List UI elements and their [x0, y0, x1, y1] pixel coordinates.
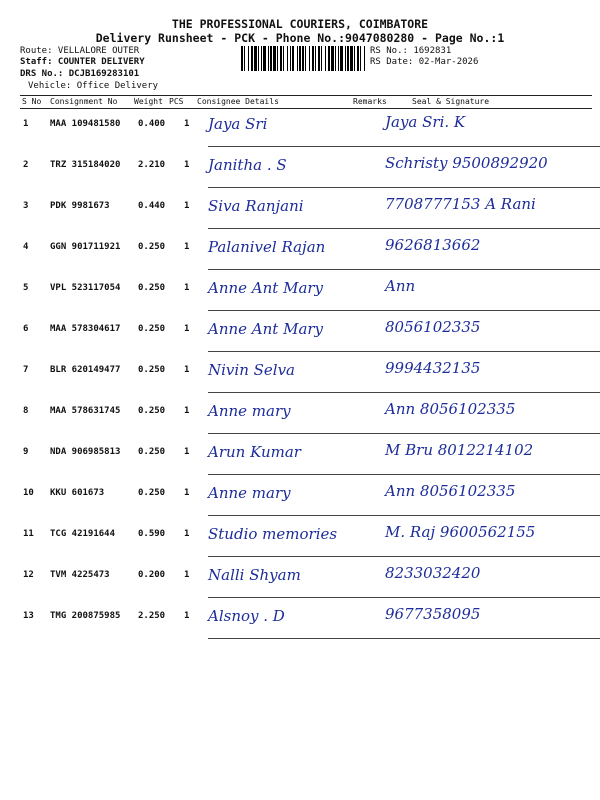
- table-row: [20, 271, 592, 312]
- row-sno: 1: [23, 119, 29, 129]
- barcode-bar: [277, 46, 278, 71]
- row-pcs: 1: [184, 570, 190, 580]
- row-sno: 7: [23, 365, 29, 375]
- signature-handwriting: 8233032420: [385, 564, 481, 582]
- row-pcs: 1: [184, 406, 190, 416]
- row-consignment-no: TMG 200875985: [50, 611, 121, 621]
- barcode-bar: [321, 46, 322, 71]
- row-sno: 9: [23, 447, 29, 457]
- consignee-handwriting: Jaya Sri: [208, 115, 268, 133]
- row-pcs: 1: [184, 365, 190, 375]
- barcode-bar: [328, 46, 330, 71]
- row-consignment-no: PDK 9981673: [50, 201, 110, 211]
- row-consignment-no: NDA 906985813: [50, 447, 121, 457]
- barcode-bar: [299, 46, 301, 71]
- row-weight: 0.250: [138, 242, 166, 252]
- row-separator: [208, 597, 600, 598]
- row-weight: 0.250: [138, 365, 166, 375]
- row-weight: 0.250: [138, 447, 166, 457]
- row-sno: 13: [23, 611, 34, 621]
- row-separator: [208, 187, 600, 188]
- barcode-bar: [297, 46, 298, 71]
- barcode-bar: [268, 46, 269, 71]
- row-pcs: 1: [184, 119, 190, 129]
- vehicle-label: Vehicle: Office Delivery: [28, 81, 159, 91]
- table-row: [20, 476, 592, 517]
- barcode: [241, 46, 365, 71]
- barcode-bar: [241, 46, 243, 71]
- col-pcs: PCS: [169, 97, 184, 106]
- signature-handwriting: 8056102335: [385, 318, 481, 336]
- table-row: [20, 435, 592, 476]
- barcode-bar: [331, 46, 334, 71]
- barcode-bar: [283, 46, 284, 71]
- row-consignment-no: MAA 109481580: [50, 119, 121, 129]
- row-weight: 0.250: [138, 488, 166, 498]
- consignee-handwriting: Siva Ranjani: [208, 197, 304, 215]
- col-seal: Seal & Signature: [412, 97, 490, 106]
- barcode-bar: [244, 46, 245, 71]
- consignee-handwriting: Anne Ant Mary: [208, 279, 324, 297]
- row-sno: 8: [23, 406, 29, 416]
- barcode-bar: [312, 46, 314, 71]
- consignee-handwriting: Alsnoy . D: [208, 607, 285, 625]
- barcode-bar: [325, 46, 326, 71]
- row-pcs: 1: [184, 447, 190, 457]
- row-consignment-no: GGN 901711921: [50, 242, 121, 252]
- signature-handwriting: 9626813662: [385, 236, 481, 254]
- col-remarks: Remarks: [353, 97, 387, 106]
- row-separator: [208, 146, 600, 147]
- barcode-bar: [280, 46, 282, 71]
- row-pcs: 1: [184, 324, 190, 334]
- row-sno: 11: [23, 529, 34, 539]
- signature-handwriting: Ann 8056102335: [385, 482, 516, 500]
- col-sno: S No: [22, 97, 42, 106]
- barcode-bar: [305, 46, 306, 71]
- barcode-bar: [335, 46, 336, 71]
- runsheet-subtitle: Delivery Runsheet - PCK - Phone No.:9047080280 - Page No.:1: [95, 31, 505, 45]
- row-pcs: 1: [184, 611, 190, 621]
- table-row: [20, 394, 592, 435]
- row-consignment-no: BLR 620149477: [50, 365, 121, 375]
- company-title: THE PROFESSIONAL COURIERS, COIMBATORE: [171, 17, 429, 31]
- barcode-bar: [287, 46, 288, 71]
- row-pcs: 1: [184, 488, 190, 498]
- barcode-bar: [354, 46, 355, 71]
- barcode-bar: [357, 46, 359, 71]
- barcode-bar: [345, 46, 346, 71]
- barcode-bar: [254, 46, 257, 71]
- table-row: [20, 353, 592, 394]
- row-separator: [208, 351, 600, 352]
- row-weight: 0.200: [138, 570, 166, 580]
- barcode-bar: [290, 46, 291, 71]
- barcode-bar: [338, 46, 339, 71]
- barcode-bar: [340, 46, 343, 71]
- row-pcs: 1: [184, 283, 190, 293]
- signature-handwriting: 9677358095: [385, 605, 481, 623]
- table-row: [20, 558, 592, 599]
- row-consignment-no: MAA 578304617: [50, 324, 121, 334]
- barcode-bar: [292, 46, 294, 71]
- drs-number: DRS No.: DCJB169283101: [20, 69, 140, 79]
- row-consignment-no: TRZ 315184020: [50, 160, 121, 170]
- row-weight: 0.400: [138, 119, 166, 129]
- row-separator: [208, 474, 600, 475]
- row-sno: 5: [23, 283, 29, 293]
- row-sno: 2: [23, 160, 29, 170]
- row-pcs: 1: [184, 242, 190, 252]
- signature-handwriting: 7708777153 A Rani: [385, 195, 536, 213]
- table-row: [20, 107, 592, 148]
- barcode-bar: [258, 46, 259, 71]
- col-consignee: Consignee Details: [197, 97, 279, 106]
- row-consignment-no: VPL 523117054: [50, 283, 121, 293]
- row-weight: 2.250: [138, 611, 166, 621]
- rs-date: RS Date: 02-Mar-2026: [370, 57, 479, 67]
- barcode-bar: [318, 46, 320, 71]
- consignee-handwriting: Janitha . S: [208, 156, 287, 174]
- barcode-bar: [347, 46, 349, 71]
- consignee-handwriting: Studio memories: [208, 525, 338, 543]
- row-sno: 4: [23, 242, 29, 252]
- barcode-bar: [261, 46, 262, 71]
- table-row: [20, 312, 592, 353]
- row-weight: 0.590: [138, 529, 166, 539]
- consignee-handwriting: Anne mary: [208, 484, 291, 502]
- row-weight: 0.440: [138, 201, 166, 211]
- consignee-handwriting: Arun Kumar: [208, 443, 301, 461]
- row-consignment-no: MAA 578631745: [50, 406, 121, 416]
- row-weight: 0.250: [138, 283, 166, 293]
- table-row: [20, 148, 592, 189]
- row-separator: [208, 433, 600, 434]
- signature-handwriting: Jaya Sri. K: [385, 113, 466, 131]
- barcode-bar: [315, 46, 316, 71]
- barcode-bar: [360, 46, 361, 71]
- row-consignment-no: KKU 601673: [50, 488, 105, 498]
- row-separator: [208, 392, 600, 393]
- signature-handwriting: Ann: [385, 277, 416, 295]
- rs-number: RS No.: 1692831: [370, 46, 452, 56]
- row-sno: 6: [23, 324, 29, 334]
- signature-handwriting: M. Raj 9600562155: [385, 523, 536, 541]
- row-separator: [208, 638, 600, 639]
- barcode-bar: [270, 46, 272, 71]
- row-separator: [208, 515, 600, 516]
- signature-handwriting: Ann 8056102335: [385, 400, 516, 418]
- row-separator: [208, 228, 600, 229]
- consignee-handwriting: Nalli Shyam: [208, 566, 301, 584]
- row-weight: 0.250: [138, 406, 166, 416]
- row-separator: [208, 556, 600, 557]
- row-sno: 10: [23, 488, 34, 498]
- barcode-bar: [263, 46, 266, 71]
- table-row: [20, 599, 592, 640]
- row-separator: [208, 269, 600, 270]
- row-weight: 2.210: [138, 160, 166, 170]
- signature-handwriting: M Bru 8012214102: [385, 441, 534, 459]
- barcode-bar: [273, 46, 276, 71]
- consignee-handwriting: Anne Ant Mary: [208, 320, 324, 338]
- row-weight: 0.250: [138, 324, 166, 334]
- barcode-bar: [248, 46, 249, 71]
- barcode-bar: [350, 46, 353, 71]
- consignee-handwriting: Palanivel Rajan: [208, 238, 326, 256]
- row-pcs: 1: [184, 529, 190, 539]
- table-row: [20, 517, 592, 558]
- staff-label: Staff: COUNTER DELIVERY: [20, 57, 145, 67]
- consignee-handwriting: Nivin Selva: [208, 361, 295, 379]
- table-row: [20, 189, 592, 230]
- row-consignment-no: TCG 42191644: [50, 529, 116, 539]
- row-pcs: 1: [184, 160, 190, 170]
- route-label: Route: VELLALORE OUTER: [20, 46, 140, 56]
- col-consignment: Consignment No: [50, 97, 118, 106]
- barcode-bar: [364, 46, 365, 71]
- barcode-bar: [309, 46, 310, 71]
- row-separator: [208, 310, 600, 311]
- barcode-bar: [302, 46, 304, 71]
- row-sno: 3: [23, 201, 29, 211]
- consignee-handwriting: Anne mary: [208, 402, 291, 420]
- signature-handwriting: Schristy 9500892920: [385, 154, 548, 172]
- signature-handwriting: 9994432135: [385, 359, 481, 377]
- row-sno: 12: [23, 570, 34, 580]
- barcode-bar: [251, 46, 253, 71]
- col-weight: Weight: [134, 97, 163, 106]
- row-pcs: 1: [184, 201, 190, 211]
- row-consignment-no: TVM 4225473: [50, 570, 110, 580]
- table-row: [20, 230, 592, 271]
